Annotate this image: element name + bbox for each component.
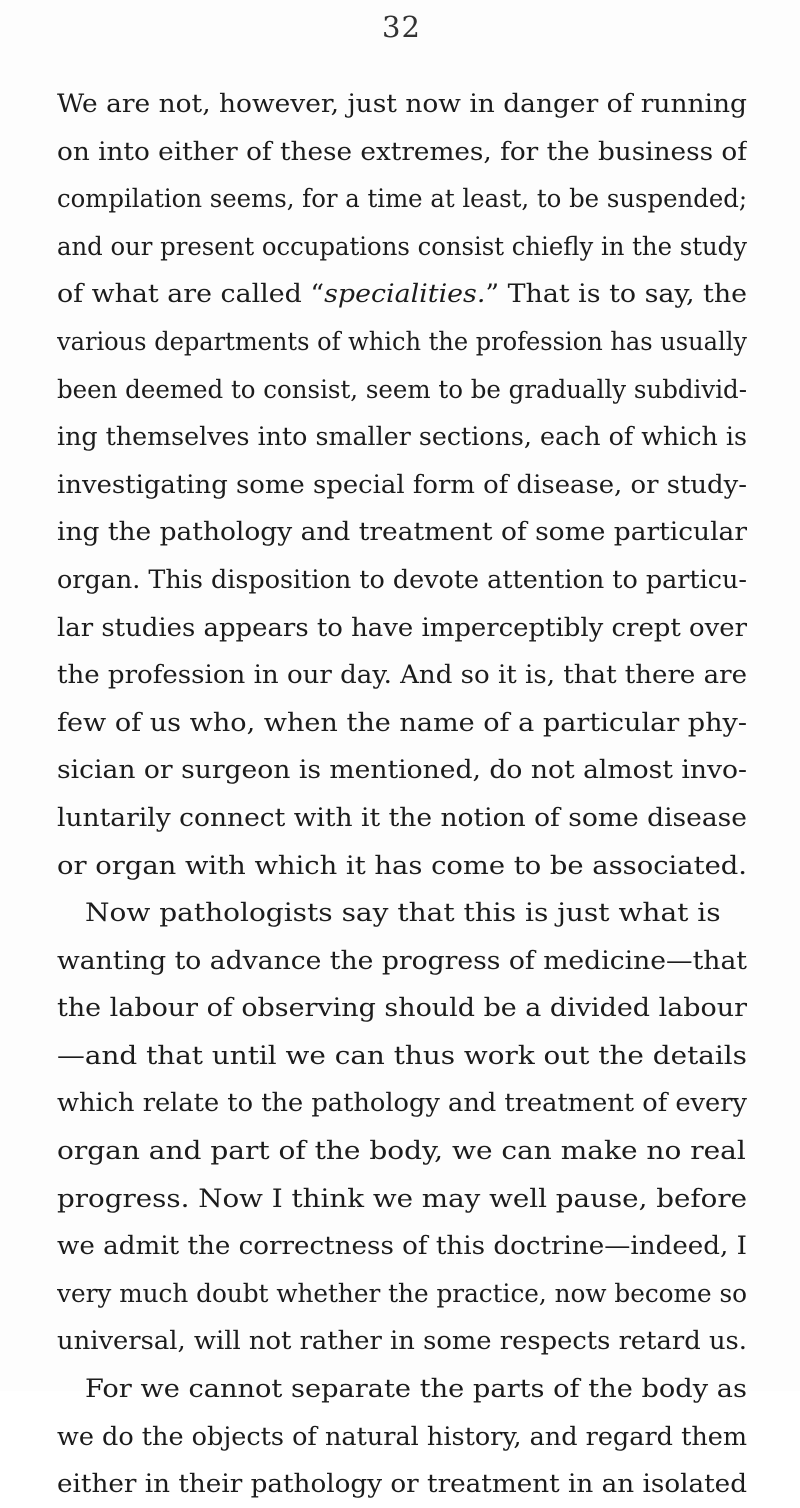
text-line: sician or surgeon is mentioned, do not almost invo- xyxy=(57,755,747,785)
text-line: wanting to advance the progress of medicine—that xyxy=(57,945,747,975)
text-line: lar studies appears to have imperceptibly crept over xyxy=(57,612,747,642)
text-line: which relate to the pathology and treatment of every xyxy=(57,1088,747,1118)
text-line: organ. This disposition to devote attention to particu- xyxy=(57,564,747,594)
text-line: luntarily connect with it the notion of some disease xyxy=(57,802,747,832)
text-line: or organ with which it has come to be associated. xyxy=(57,850,747,880)
text-line: universal, will not rather in some respects retard us. xyxy=(57,1326,747,1356)
text-line: we do the objects of natural history, and regard them xyxy=(57,1421,747,1451)
text-line: we admit the correctness of this doctrine—indeed, I xyxy=(57,1231,747,1261)
text-line: either in their pathology or treatment in an isolated xyxy=(57,1469,747,1499)
text-line: on into either of these extremes, for the business of xyxy=(57,136,747,166)
text-line: very much doubt whether the practice, now become so xyxy=(57,1278,747,1308)
text-line: progress. Now I think we may well pause, before xyxy=(57,1183,747,1213)
text-line: For we cannot separate the parts of the body as xyxy=(85,1374,747,1404)
text-line: and our present occupations consist chiefly in the study xyxy=(57,231,747,261)
page-number: 32 xyxy=(382,10,421,44)
text-line: ing the pathology and treatment of some particular xyxy=(57,517,747,547)
text-line: compilation seems, for a time at least, to be suspended; xyxy=(57,184,747,214)
text-line: Now pathologists say that this is just what is xyxy=(85,898,721,928)
text-line: —and that until we can thus work out the details xyxy=(57,1040,747,1070)
body-text xyxy=(57,80,747,1508)
text-line: organ and part of the body, we can make no real xyxy=(57,1136,746,1166)
text-line: investigating some special form of disease, or study- xyxy=(57,469,747,499)
text-line: We are not, however, just now in danger of running xyxy=(57,89,747,118)
text-line: the profession in our day. And so it is, that there are xyxy=(57,660,747,690)
text-line: the labour of observing should be a divided labour xyxy=(57,993,747,1023)
text-line: few of us who, when the name of a particular phy- xyxy=(57,707,747,737)
text-line: various departments of which the profession has usually xyxy=(57,326,747,356)
text-line: of what are called “specialities.” That is to say, the xyxy=(57,279,747,309)
text-line: ing themselves into smaller sections, each of which is xyxy=(57,422,747,452)
text-line: been deemed to consist, seem to be gradually subdivid- xyxy=(57,374,747,404)
